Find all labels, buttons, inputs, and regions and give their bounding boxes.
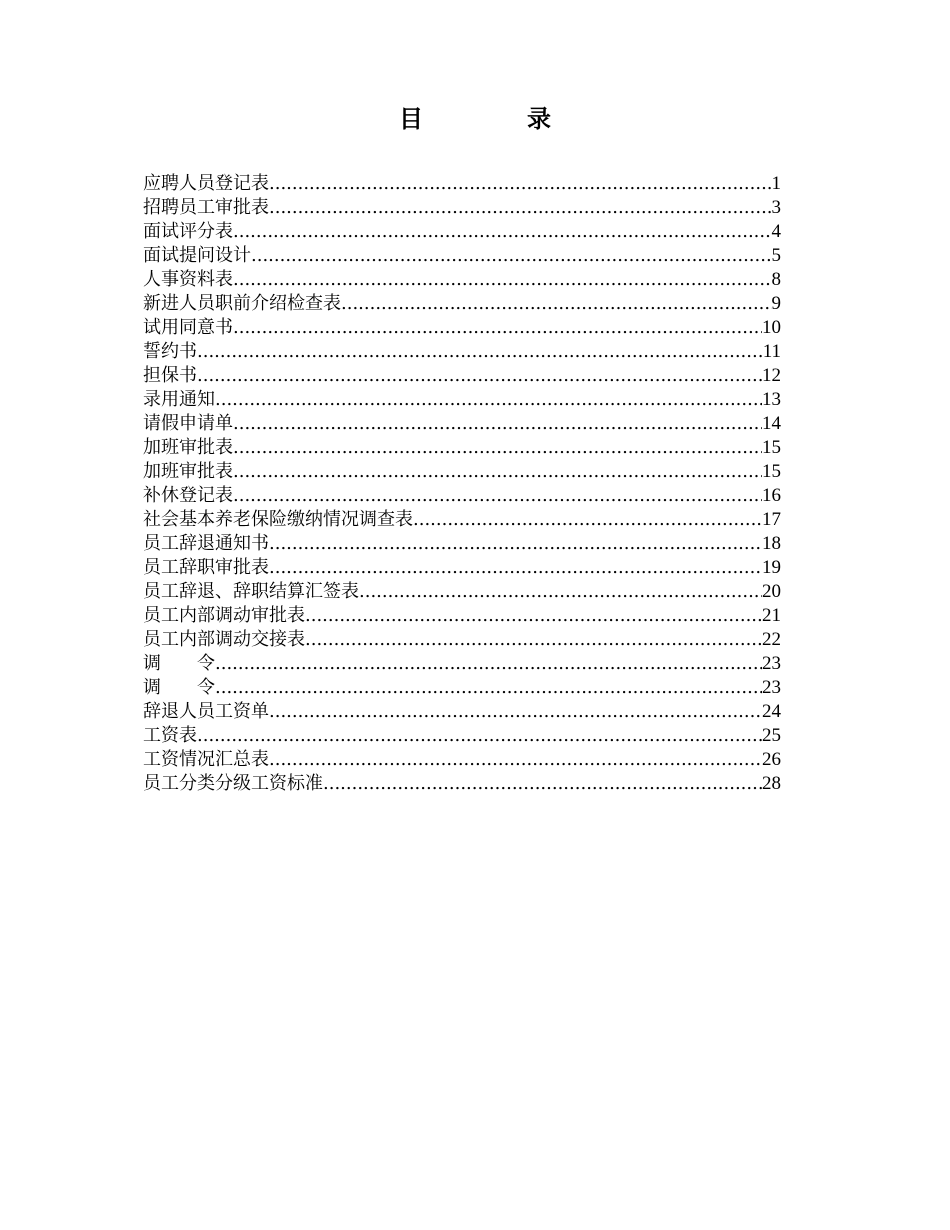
toc-entry-label: 调 令 bbox=[143, 677, 215, 698]
toc-entry[interactable] bbox=[143, 268, 781, 292]
toc-page-number: 24 bbox=[762, 701, 781, 722]
toc-entry-label: 调 令 bbox=[143, 653, 215, 674]
toc-page-number: 21 bbox=[762, 605, 781, 626]
toc-entry[interactable] bbox=[143, 676, 781, 700]
toc-page-number: 16 bbox=[762, 485, 781, 506]
toc-page-number: 5 bbox=[771, 245, 781, 266]
toc-dot-leader bbox=[269, 532, 762, 556]
toc-dot-leader bbox=[233, 460, 762, 484]
toc-entry[interactable] bbox=[143, 604, 781, 628]
toc-page-number: 28 bbox=[762, 773, 781, 794]
toc-entry[interactable] bbox=[143, 580, 781, 604]
toc-dot-leader bbox=[197, 340, 763, 364]
toc-dot-leader bbox=[269, 556, 762, 580]
toc-page-number: 11 bbox=[762, 341, 781, 362]
toc-entry[interactable] bbox=[143, 556, 781, 580]
toc-page-number: 15 bbox=[762, 461, 781, 482]
toc-page-number: 4 bbox=[771, 221, 781, 242]
toc-page-number: 23 bbox=[762, 653, 781, 674]
toc-page-number: 26 bbox=[762, 749, 781, 770]
toc-page-number: 22 bbox=[762, 629, 781, 650]
toc-entry-label: 员工辞退、辞职结算汇签表 bbox=[143, 581, 359, 602]
toc-entry[interactable] bbox=[143, 724, 781, 748]
toc-entry[interactable] bbox=[143, 652, 781, 676]
toc-entry[interactable] bbox=[143, 292, 781, 316]
toc-dot-leader bbox=[269, 748, 762, 772]
toc-entry[interactable] bbox=[143, 700, 781, 724]
toc-page-number: 3 bbox=[771, 197, 781, 218]
toc-entry[interactable] bbox=[143, 484, 781, 508]
toc-dot-leader bbox=[215, 676, 762, 700]
toc-entry-label: 请假申请单 bbox=[143, 413, 233, 434]
toc-entry[interactable] bbox=[143, 748, 781, 772]
toc-entry[interactable] bbox=[143, 172, 781, 196]
toc-dot-leader bbox=[323, 772, 762, 796]
toc-entry-label: 招聘员工审批表 bbox=[143, 197, 269, 218]
toc-entry-label: 辞退人员工资单 bbox=[143, 701, 269, 722]
toc-entry[interactable] bbox=[143, 220, 781, 244]
toc-entry[interactable] bbox=[143, 412, 781, 436]
toc-entry[interactable] bbox=[143, 340, 781, 364]
page-title: 目 录 bbox=[399, 105, 591, 134]
toc-dot-leader bbox=[269, 172, 772, 196]
toc-entry[interactable] bbox=[143, 316, 781, 340]
toc-page-number: 1 bbox=[771, 173, 781, 194]
toc-entry-label: 面试评分表 bbox=[143, 221, 233, 242]
toc-page-number: 10 bbox=[762, 317, 781, 338]
toc-entry[interactable] bbox=[143, 460, 781, 484]
toc-page-number: 23 bbox=[762, 677, 781, 698]
toc-entry-label: 加班审批表 bbox=[143, 437, 233, 458]
toc-entry-label: 社会基本养老保险缴纳情况调查表 bbox=[143, 509, 413, 530]
toc-dot-leader bbox=[341, 292, 772, 316]
toc-entry[interactable] bbox=[143, 364, 781, 388]
toc-page-number: 8 bbox=[771, 269, 781, 290]
toc-page-number: 9 bbox=[771, 293, 781, 314]
toc-entry-label: 加班审批表 bbox=[143, 461, 233, 482]
toc-entry[interactable] bbox=[143, 532, 781, 556]
toc-page-number: 20 bbox=[762, 581, 781, 602]
toc-dot-leader bbox=[233, 220, 772, 244]
toc-dot-leader bbox=[269, 700, 762, 724]
toc-dot-leader bbox=[251, 244, 772, 268]
toc-dot-leader bbox=[269, 196, 772, 220]
toc-entry-label: 工资情况汇总表 bbox=[143, 749, 269, 770]
toc-dot-leader bbox=[359, 580, 762, 604]
toc-entry[interactable] bbox=[143, 196, 781, 220]
toc-entry-label: 新进人员职前介绍检查表 bbox=[143, 293, 341, 314]
toc-page-number: 25 bbox=[762, 725, 781, 746]
toc-entry[interactable] bbox=[143, 244, 781, 268]
table-of-contents bbox=[143, 172, 781, 796]
toc-dot-leader bbox=[197, 364, 762, 388]
toc-dot-leader bbox=[197, 724, 762, 748]
toc-page-number: 17 bbox=[762, 509, 781, 530]
toc-entry-label: 员工辞退通知书 bbox=[143, 533, 269, 554]
toc-dot-leader bbox=[413, 508, 762, 532]
toc-dot-leader bbox=[233, 316, 762, 340]
toc-entry[interactable] bbox=[143, 772, 781, 796]
toc-dot-leader bbox=[305, 628, 762, 652]
toc-entry-label: 员工辞职审批表 bbox=[143, 557, 269, 578]
toc-entry[interactable] bbox=[143, 508, 781, 532]
toc-page-number: 18 bbox=[762, 533, 781, 554]
toc-dot-leader bbox=[305, 604, 762, 628]
toc-page-number: 13 bbox=[762, 389, 781, 410]
toc-entry-label: 员工内部调动交接表 bbox=[143, 629, 305, 650]
toc-page-number: 15 bbox=[762, 437, 781, 458]
toc-dot-leader bbox=[233, 436, 762, 460]
toc-page-number: 19 bbox=[762, 557, 781, 578]
toc-page-number: 14 bbox=[762, 413, 781, 434]
toc-dot-leader bbox=[215, 652, 762, 676]
toc-dot-leader bbox=[233, 268, 772, 292]
toc-page-number: 12 bbox=[762, 365, 781, 386]
toc-entry-label: 担保书 bbox=[143, 365, 197, 386]
toc-entry-label: 试用同意书 bbox=[143, 317, 233, 338]
toc-entry-label: 录用通知 bbox=[143, 389, 215, 410]
toc-entry-label: 员工内部调动审批表 bbox=[143, 605, 305, 626]
toc-entry-label: 员工分类分级工资标准 bbox=[143, 773, 323, 794]
toc-entry[interactable] bbox=[143, 628, 781, 652]
toc-entry[interactable] bbox=[143, 436, 781, 460]
toc-dot-leader bbox=[233, 412, 762, 436]
toc-entry-label: 面试提问设计 bbox=[143, 245, 251, 266]
toc-entry-label: 补休登记表 bbox=[143, 485, 233, 506]
toc-dot-leader bbox=[233, 484, 762, 508]
toc-entry-label: 工资表 bbox=[143, 725, 197, 746]
toc-entry-label: 誓约书 bbox=[143, 341, 197, 362]
toc-entry-label: 人事资料表 bbox=[143, 269, 233, 290]
toc-entry[interactable] bbox=[143, 388, 781, 412]
toc-dot-leader bbox=[215, 388, 762, 412]
toc-entry-label: 应聘人员登记表 bbox=[143, 173, 269, 194]
